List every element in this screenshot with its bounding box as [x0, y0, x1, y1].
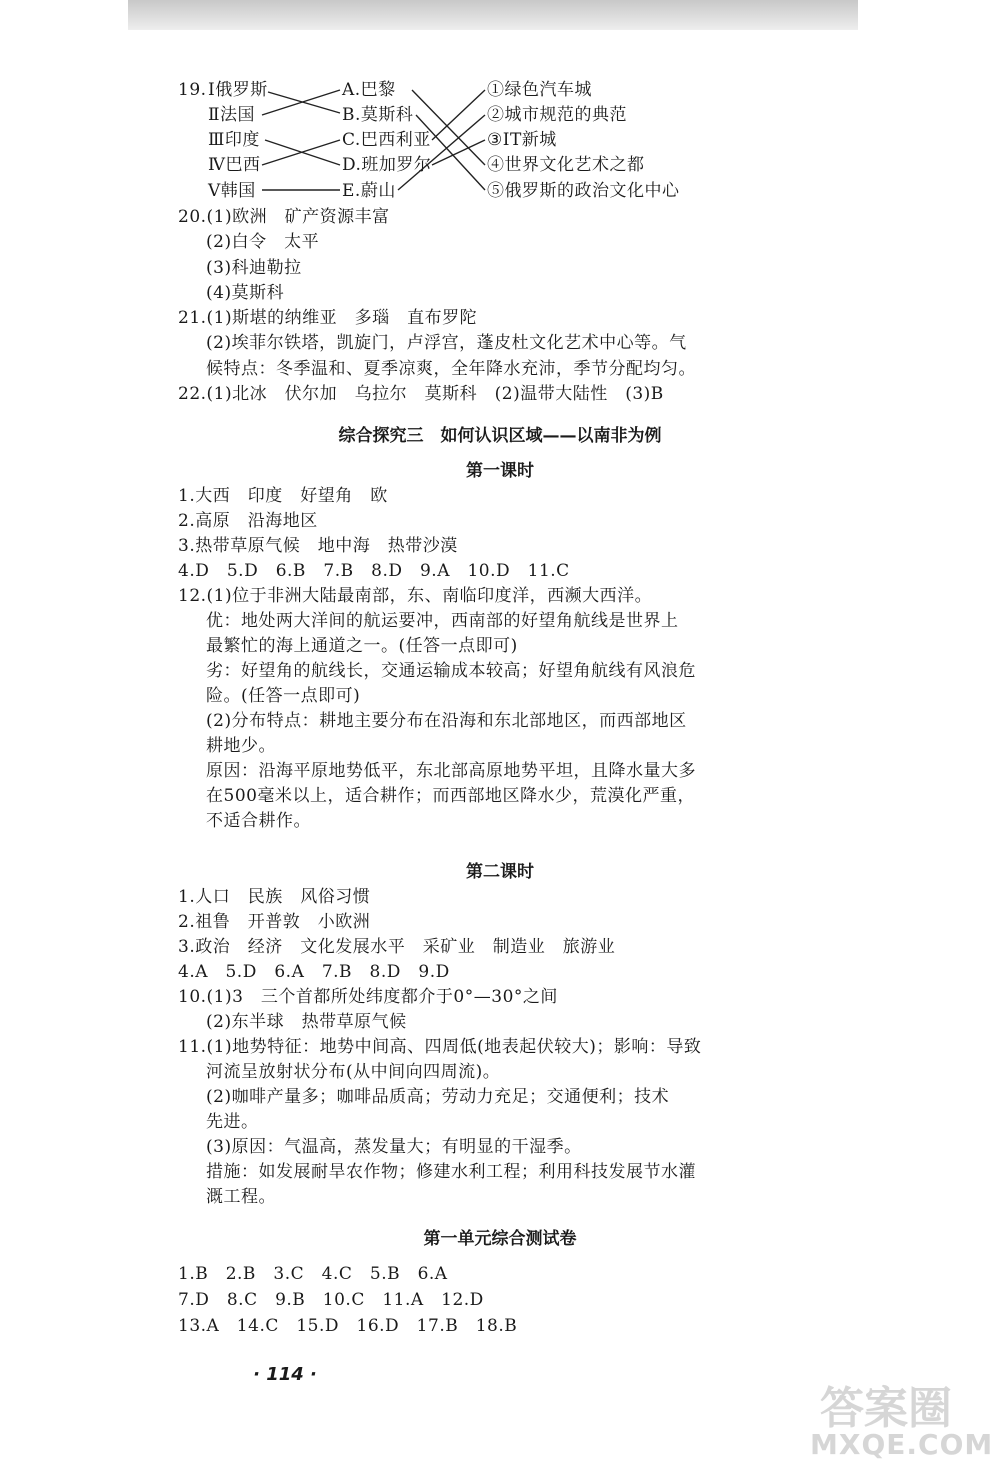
lesson1-title: 第一课时 [466, 461, 534, 481]
answer-line: 2.祖鲁 开普敦 小欧洲 [178, 912, 371, 932]
q19-city: D.班加罗尔 [342, 155, 432, 175]
answer-line: 不适合耕作。 [206, 811, 311, 831]
answer-line: 11.(1)地势特征：地势中间高、四周低(地表起伏较大)；影响：导致 [178, 1037, 702, 1057]
answer-line: 措施：如发展耐旱农作物；修建水利工程；利用科技发展节水灌 [206, 1162, 696, 1182]
q19-feature: ①绿色汽车城 [487, 80, 592, 100]
answer-line: (2)分布特点：耕地主要分布在沿海和东北部地区，而西部地区 [206, 711, 687, 731]
section-title: 综合探究三 如何认识区域——以南非为例 [338, 426, 662, 446]
answer-line: 4.A 5.D 6.A 7.B 8.D 9.D [178, 962, 450, 982]
answer-line: 耕地少。 [206, 736, 276, 756]
q19-number: 19. [178, 80, 207, 100]
answer-line: 3.热带草原气候 地中海 热带沙漠 [178, 536, 458, 556]
answer-line: (2)咖啡产量多；咖啡品质高；劳动力充足；交通便利；技术 [206, 1087, 670, 1107]
answer-line: 原因：沿海平原地势低平，东北部高原地势平坦，且降水量大多 [206, 761, 696, 781]
q19-country: Ⅲ印度 [208, 130, 260, 150]
q19-city: C.巴西利亚 [342, 130, 431, 150]
answer-line: 最繁忙的海上通道之一。(任答一点即可) [206, 636, 518, 656]
lesson2-title: 第二课时 [466, 862, 534, 882]
answer-line: (4)莫斯科 [206, 283, 285, 303]
answer-line: 3.政治 经济 文化发展水平 采矿业 制造业 旅游业 [178, 937, 616, 957]
answer-line: (3)科迪勒拉 [206, 258, 302, 278]
answer-line: 候特点：冬季温和、夏季凉爽，全年降水充沛，季节分配均匀。 [206, 359, 696, 379]
answer-line: 12.(1)位于非洲大陆最南部，东、南临印度洋，西濒大西洋。 [178, 586, 653, 606]
watermark-logo: 答案圈 [820, 1383, 952, 1434]
answer-line: 优：地处两大洋间的航运要冲，西南部的好望角航线是世界上 [206, 611, 679, 631]
match-line [432, 90, 485, 140]
q19-country: Ⅴ韩国 [208, 181, 256, 201]
answer-line: 10.(1)3 三个首都所处纬度都介于0°—30°之间 [178, 987, 558, 1007]
answer-line: 7.D 8.C 9.B 10.C 11.A 12.D [178, 1290, 484, 1310]
answer-line: (2)东半球 热带草原气候 [206, 1012, 407, 1032]
q19-feature: ③IT新城 [487, 130, 557, 150]
q19-city: A.巴黎 [342, 80, 396, 100]
q19-country: Ⅱ法国 [208, 105, 256, 125]
answer-line: 20.(1)欧洲 矿产资源丰富 [178, 207, 390, 227]
answer-line: 在500毫米以上，适合耕作；而西部地区降水少，荒漠化严重， [206, 786, 695, 806]
answer-line: (3)原因：气温高，蒸发量大；有明显的干湿季。 [206, 1137, 582, 1157]
q19-city: E.蔚山 [342, 181, 396, 201]
watermark-url: MXQE.COM [810, 1428, 994, 1461]
answer-line: 22.(1)北冰 伏尔加 乌拉尔 莫斯科 (2)温带大陆性 (3)B [178, 384, 664, 404]
answer-line: 21.(1)斯堪的纳维亚 多瑙 直布罗陀 [178, 308, 478, 328]
q19-feature: ④世界文化艺术之都 [487, 155, 645, 175]
answer-line: 1.大西 印度 好望角 欧 [178, 486, 388, 506]
answer-line: 劣：好望角的航线长，交通运输成本较高；好望角航线有风浪危 [206, 661, 696, 681]
page-number: · 114 · [253, 1364, 317, 1385]
answer-line: 4.D 5.D 6.B 7.B 8.D 9.A 10.D 11.C [178, 561, 570, 581]
q19-feature: ②城市规范的典范 [487, 105, 627, 125]
answer-line: 溉工程。 [206, 1187, 276, 1207]
unit-test-title: 第一单元综合测试卷 [423, 1229, 577, 1249]
q19-country: Ⅰ俄罗斯 [208, 80, 268, 100]
match-line [416, 115, 485, 190]
answer-line: (2)白令 太平 [206, 232, 320, 252]
answer-line: 河流呈放射状分布(从中间向四周流)。 [206, 1062, 501, 1082]
q19-city: B.莫斯科 [342, 105, 414, 125]
answer-line: (2)埃菲尔铁塔，凯旋门，卢浮宫，蓬皮杜文化艺术中心等。气 [206, 333, 687, 353]
answer-line: 先进。 [206, 1112, 259, 1132]
answer-line: 1.B 2.B 3.C 4.C 5.B 6.A [178, 1264, 448, 1284]
answer-line: 13.A 14.C 15.D 16.D 17.B 18.B [178, 1316, 518, 1336]
answer-line: 2.高原 沿海地区 [178, 511, 318, 531]
q19-matching-lines [0, 0, 1000, 220]
answer-line: 险。(任答一点即可) [206, 686, 361, 706]
q19-country: Ⅳ巴西 [208, 155, 261, 175]
answer-line: 1.人口 民族 风俗习惯 [178, 887, 371, 907]
q19-feature: ⑤俄罗斯的政治文化中心 [487, 181, 680, 201]
